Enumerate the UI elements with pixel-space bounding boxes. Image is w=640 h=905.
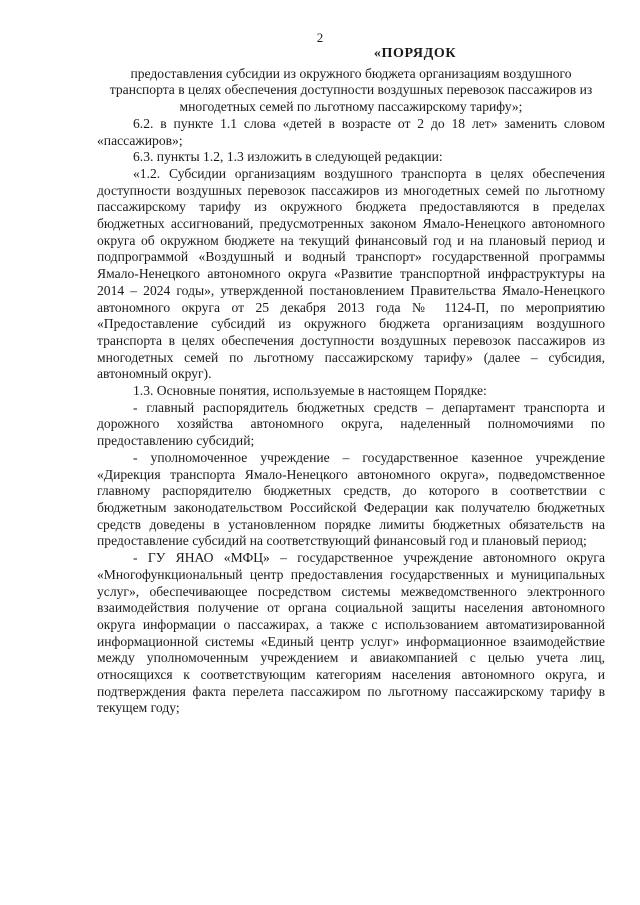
document-body (97, 46, 605, 717)
paragraph: «1.2. Субсидии организациям воздушного транспорта в целях обеспечения доступности воздушных перевозок пассажиров из многодетных семей по льготному пассажирскому тарифу из окружного бюджета предоставляются в пределах бюджетных ассигнований, предусмотренных законом Ямало-Ненецкого автономного округа об окружном бюджете на текущий финансовый год и на плановый период и подпрограммой «Воздушный и водный транспорт» государственной программы Ямало-Ненецкого автономного округа «Развитие транспортной инфраструктуры на 2014 – 2024 годы», утвержденной постановлением Правительства Ямало-Ненецкого автономного округа от 25 декабря 2013 года № 1124-П, по мероприятию «Предоставление субсидий из окружного бюджета организациям воздушного транспорта в целях обеспечения доступности воздушных перевозок пассажиров из многодетных семей по льготному пассажирскому тарифу» (далее – субсидия, автономный округ). (97, 165, 605, 382)
paragraph: 6.2. в пункте 1.1 слова «детей в возрасте от 2 до 18 лет» заменить словом «пассажиров»; (97, 115, 605, 148)
document-subtitle: предоставления субсидии из окружного бюджета организациям воздушного транспорта в целях обеспечения доступности воздушных перевозок пассажиров из многодетных семей по льготному пассажирскому тарифу»; (109, 65, 593, 115)
page-number: 2 (316, 30, 324, 45)
paragraph: 6.3. пункты 1.2, 1.3 изложить в следующей редакции: (133, 149, 443, 165)
paragraph: - главный распорядитель бюджетных средств – департамент транспорта и дорожного хозяйства автономного округа, наделенный полномочиями по предоставлению субсидий; (97, 399, 605, 449)
paragraph: - ГУ ЯНАО «МФЦ» – государственное учреждение автономного округа «Многофункциональный центр предоставления государственных и муниципальных услуг», обеспечивающее посредством системы межведомственного электронного взаимодействия получение от органа социальной защиты населения автономного округа информации о пассажирах, а также с использованием автоматизированной информационной системы «Единый центр услуг» информационное взаимодействие между уполномоченным учреждением и авиакомпанией с целью учета лиц, относящихся к соответствующим категориям населения автономного округа, и подтверждения факта перелета пассажиром по льготному пассажирскому тарифу в текущем году; (97, 550, 605, 716)
paragraph: 1.3. Основные понятия, используемые в настоящем Порядке: (133, 383, 487, 399)
paragraph: - уполномоченное учреждение – государственное казенное учреждение «Дирекция транспорта Ямало-Ненецкого автономного округа», подведомственное главному распорядителю бюджетных средств, до которого в соответствии с бюджетным законодательством Российской Федерации как получателю бюджетных средств доведены в установленном порядке лимиты бюджетных обязательств на предоставление субсидий на соответствующий финансовый год и плановый период; (97, 449, 605, 549)
document-title: «ПОРЯДОК (373, 46, 457, 61)
